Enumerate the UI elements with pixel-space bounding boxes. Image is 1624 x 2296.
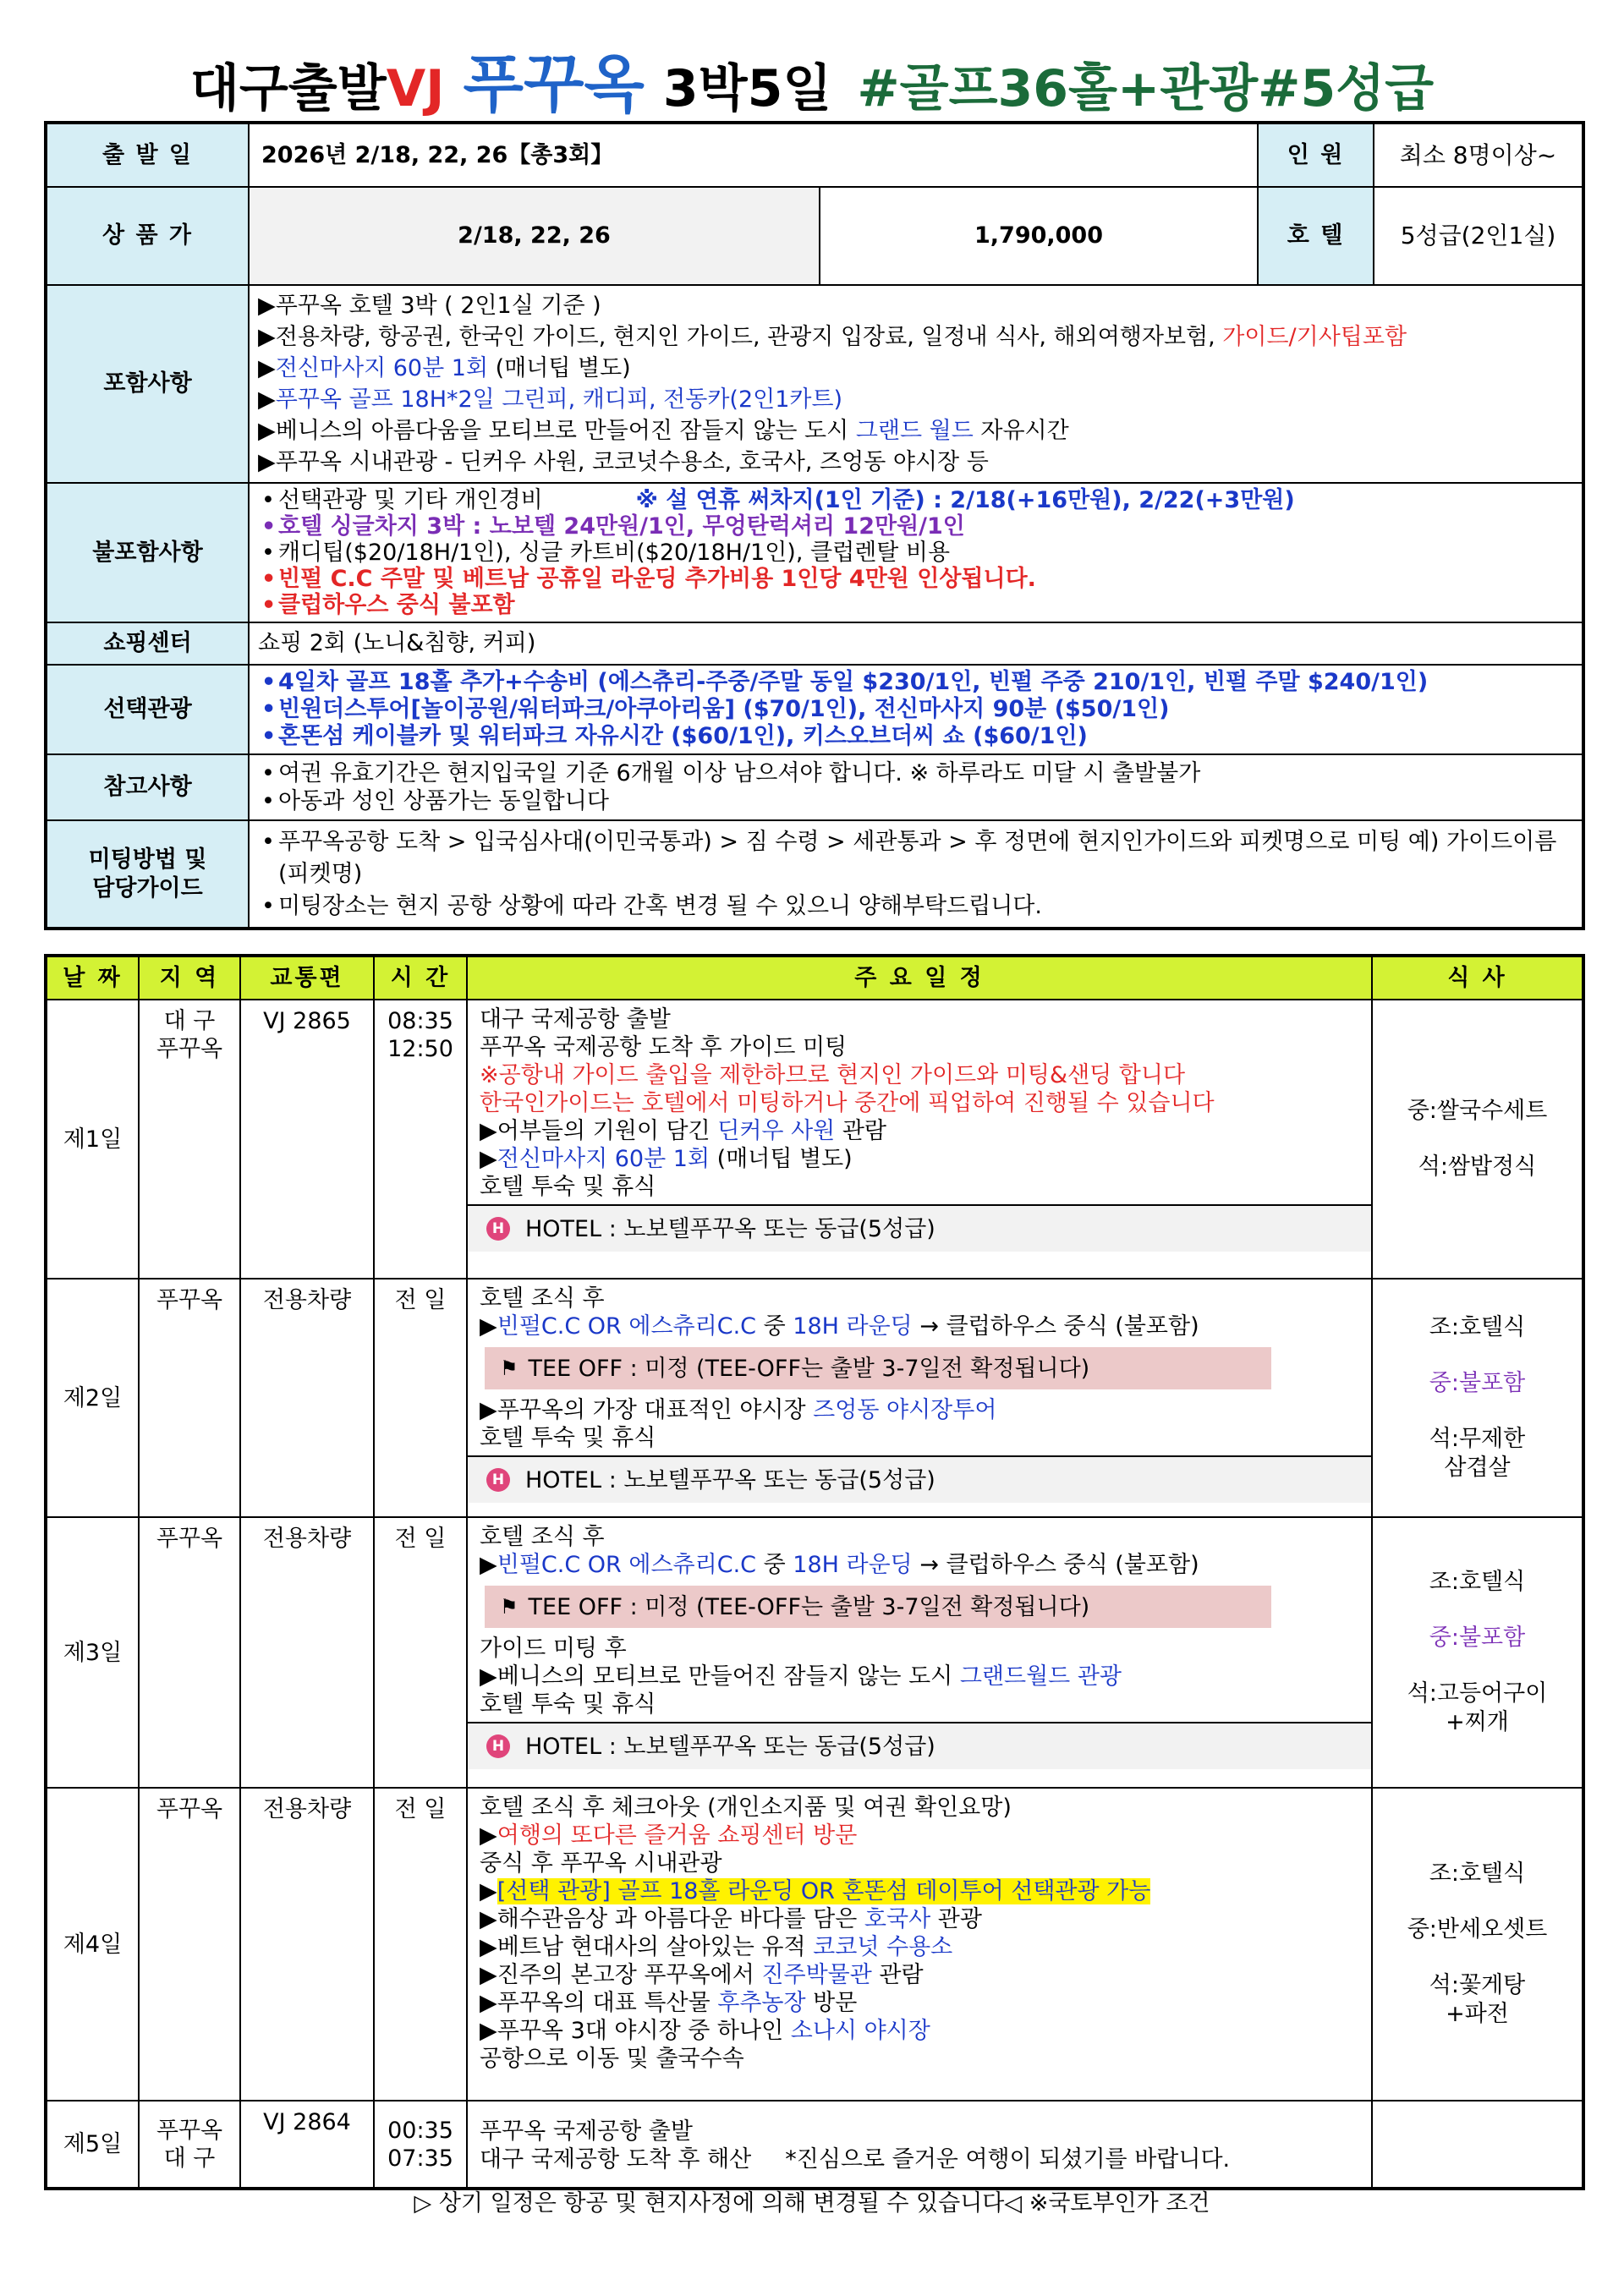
people-value: 최소 8명이상~: [1374, 123, 1583, 187]
day-label: 제2일: [46, 1279, 139, 1517]
transport: 전용차량: [240, 1279, 374, 1517]
transport: VJ 2864: [240, 2101, 374, 2189]
include-list: [249, 285, 1583, 483]
title-airline: VJ: [386, 59, 445, 118]
option-item: • 4일차 골프 18홀 추가+수송비 (에스츄리-주중/주말 동일 $230/1인, 빈펄 주중 210/1인, 빈펄 주말 $240/1인): [258, 669, 1573, 696]
itinerary: 푸꾸옥 국제공항 출발 대구 국제공항 도착 후 해산 *진심으로 즐거운 여행이 되셨기를 바랍니다.: [467, 2101, 1372, 2189]
notes-label: 참고사항: [46, 754, 249, 820]
options-label: 선택관광: [46, 665, 249, 754]
region: 푸꾸옥: [139, 1788, 240, 2101]
header-meals: 식 사: [1372, 956, 1583, 1000]
meals: [1372, 2101, 1583, 2189]
flag-icon: ⚑: [500, 1356, 518, 1380]
meeting-item: • 미팅장소는 현지 공항 상황에 따라 간혹 변경 될 수 있으니 양해부탁드립니다.: [258, 890, 1573, 923]
include-item: ▶푸꾸옥 골프 18H*2일 그린피, 캐디피, 전동카(2인1카트): [258, 386, 843, 413]
title-depart: 대구출발: [189, 59, 387, 118]
meeting-list: [249, 820, 1583, 929]
flag-icon: ⚑: [500, 1594, 518, 1619]
meeting-label: 미팅방법 및 담당가이드: [46, 820, 249, 929]
hotel-bar: H HOTEL : 노보텔푸꾸옥 또는 동급(5성급): [468, 1722, 1373, 1769]
hotel-icon: H: [486, 1734, 510, 1758]
include-item: ▶푸꾸옥 시내관광 - 딘커우 사원, 코코넛수용소, 호국사, 즈엉동 야시장 등: [258, 449, 989, 475]
schedule-table: [44, 954, 1585, 2190]
meals: 조:호텔식 중:반세오셋트 석:꽃게탕 +파전: [1372, 1788, 1583, 2101]
title-tags: #골프36홀+관광#5성급: [857, 59, 1435, 118]
people-label: 인 원: [1258, 123, 1374, 187]
options-list: [249, 665, 1583, 754]
meeting-item: • 푸꾸옥공항 도착 > 입국심사대(이민국통과) > 짐 수령 > 세관통과 > 후 정면에 현지인가이드와 피켓명으로 미팅 예) 가이드이름(피켓명): [258, 826, 1573, 890]
info-table: [44, 121, 1585, 930]
hotel-value: 5성급(2인1실): [1374, 187, 1583, 285]
hotel-icon: H: [486, 1468, 510, 1492]
time: 전 일: [374, 1788, 467, 2101]
include-item: ▶전용차량, 항공권, 한국인 가이드, 현지인 가이드, 관광지 입장료, 일정내 식사, 해외여행자보험, 가이드/기사팁포함: [258, 324, 1407, 350]
note-item: • 여권 유효기간은 현지입국일 기준 6개월 이상 남으셔야 합니다. ※ 하루라도 미달 시 출발불가: [258, 759, 1573, 787]
include-item: ▶베니스의 아름다움을 모티브로 만들어진 잠들지 않는 도시 그랜드 월드 자유시간: [258, 418, 1069, 444]
header-date: 날 짜: [46, 956, 139, 1000]
notes-list: [249, 754, 1583, 820]
itinerary: 대구 국제공항 출발 푸꾸옥 국제공항 도착 후 가이드 미팅 ※공항내 가이드 출입을 제한하므로 현지인 가이드와 미팅&샌딩 합니다 한국인가이드는 호텔에서 미팅하거나 중간에 픽업하여 진행될 수 있습니다 ▶어부들의 기원이 담긴 딘커우 사원 관람 ▶전신마사지 60분 1회 (매너팁 별도) 호텔 투숙 및 휴식 H HOTEL : 노보텔푸꾸옥 또는 동급(5성급): [467, 1000, 1372, 1279]
exclude-item: • 선택관광 및 기타 개인경비 ※ 설 연휴 써차지(1인 기준) : 2/18(+16만원), 2/22(+3만원): [258, 487, 1573, 513]
meals: 조:호텔식 중:불포함 석:고등어구이 +찌개: [1372, 1517, 1583, 1788]
exclude-label: 불포함사항: [46, 483, 249, 622]
include-item: ▶푸꾸옥 호텔 3박 ( 2인1실 기준 ): [258, 293, 601, 319]
option-item: • 빈원더스투어[놀이공원/워터파크/아쿠아리움] ($70/1인), 전신마사지 90분 ($50/1인): [258, 696, 1573, 723]
itinerary: 호텔 조식 후 ▶빈펄C.C OR 에스츄리C.C 중 18H 라운딩 → 클럽하우스 중식 (불포함) ⚑ TEE OFF : 미정 (TEE-OFF는 출발 3-7일전 확정됩니다) ▶푸꾸옥의 가장 대표적인 야시장 즈엉동 야시장투어 호텔 투숙 및 휴식 H HOTEL : 노보텔푸꾸옥 또는 동급(5성급): [467, 1279, 1372, 1517]
itinerary: 호텔 조식 후 체크아웃 (개인소지품 및 여권 확인요망) ▶여행의 또다른 즐거움 쇼핑센터 방문 중식 후 푸꾸옥 시내관광 ▶[선택 관광] 골프 18홀 라운딩 OR 혼똔섬 데이투어 선택관광 가능 ▶해수관음상 과 아름다운 바다를 담은 호국사 관광 ▶베트남 현대사의 살아있는 유적 코코넛 수용소 ▶진주의 본고장 푸꾸옥에서 진주박물관 관람 ▶푸꾸옥의 대표 특산물 후추농장 방문 ▶푸꾸옥 3대 야시장 중 하나인 소나시 야시장 공항으로 이동 및 출국수속: [467, 1788, 1372, 2101]
include-item: ▶전신마사지 60분 1회 (매너팁 별도): [258, 355, 631, 381]
time: 전 일: [374, 1279, 467, 1517]
page-title: [0, 48, 1624, 123]
hotel-bar: H HOTEL : 노보텔푸꾸옥 또는 동급(5성급): [468, 1455, 1373, 1503]
price-value: 1,790,000: [820, 187, 1258, 285]
hotel-icon: H: [486, 1217, 510, 1241]
transport: 전용차량: [240, 1517, 374, 1788]
region: 대 구 푸꾸옥: [139, 1000, 240, 1279]
exclude-item: • 클럽하우스 중식 불포함: [258, 592, 1573, 618]
shopping-value: 쇼핑 2회 (노니&침향, 커피): [249, 622, 1583, 665]
day-label: 제5일: [46, 2101, 139, 2189]
option-item: • 혼똔섬 케이블카 및 워터파크 자유시간 ($60/1인), 키스오브더씨 쇼 ($60/1인): [258, 723, 1573, 750]
exclude-item: • 빈펄 C.C 주말 및 베트남 공휴일 라운딩 추가비용 1인당 4만원 인상됩니다.: [258, 566, 1573, 592]
header-itinerary: 주 요 일 정: [467, 956, 1372, 1000]
hotel-label: 호 텔: [1258, 187, 1374, 285]
meals: 중:쌀국수세트 석:쌈밥정식: [1372, 1000, 1583, 1279]
footer-note: ▷ 상기 일정은 항공 및 현지사정에 의해 변경될 수 있습니다◁ ※국토부인가 조건: [414, 2190, 1210, 2217]
note-item: • 아동과 성인 상품가는 동일합니다: [258, 787, 1573, 815]
price-dates: 2/18, 22, 26: [249, 187, 820, 285]
title-destination: 푸꾸옥: [463, 48, 645, 121]
region: 푸꾸옥: [139, 1279, 240, 1517]
header-transport: 교통편: [240, 956, 374, 1000]
region: 푸꾸옥 대 구: [139, 2101, 240, 2189]
exclude-list: [249, 483, 1583, 622]
day-label: 제3일: [46, 1517, 139, 1788]
region: 푸꾸옥: [139, 1517, 240, 1788]
itinerary: 호텔 조식 후 ▶빈펄C.C OR 에스츄리C.C 중 18H 라운딩 → 클럽하우스 중식 (불포함) ⚑ TEE OFF : 미정 (TEE-OFF는 출발 3-7일전 확정됩니다) 가이드 미팅 후 ▶베니스의 모티브로 만들어진 잠들지 않는 도시 그랜드월드 관광 호텔 투숙 및 휴식 H HOTEL : 노보텔푸꾸옥 또는 동급(5성급): [467, 1517, 1372, 1788]
hotel-bar: H HOTEL : 노보텔푸꾸옥 또는 동급(5성급): [468, 1204, 1373, 1252]
exclude-item: • 캐디팁($20/18H/1인), 싱글 카트비($20/18H/1인), 클럽렌탈 비용: [258, 540, 1573, 566]
shopping-label: 쇼핑센터: [46, 622, 249, 665]
tee-off-note: ⚑ TEE OFF : 미정 (TEE-OFF는 출발 3-7일전 확정됩니다): [485, 1586, 1271, 1628]
time: 08:35 12:50: [374, 1000, 467, 1279]
tee-off-note: ⚑ TEE OFF : 미정 (TEE-OFF는 출발 3-7일전 확정됩니다): [485, 1347, 1271, 1389]
price-label: 상 품 가: [46, 187, 249, 285]
time: 00:35 07:35: [374, 2101, 467, 2189]
day-label: 제4일: [46, 1788, 139, 2101]
transport: 전용차량: [240, 1788, 374, 2101]
depart-value: 2026년 2/18, 22, 26【총3회】: [249, 123, 1258, 187]
header-time: 시 간: [374, 956, 467, 1000]
include-label: 포함사항: [46, 285, 249, 483]
title-duration: 3박5일: [662, 59, 832, 118]
meals: 조:호텔식 중:불포함 석:무제한 삼겹살: [1372, 1279, 1583, 1517]
exclude-item: • 호텔 싱글차지 3박 : 노보텔 24만원/1인, 무엉탄럭셔리 12만원/1인: [258, 513, 1573, 540]
transport: VJ 2865: [240, 1000, 374, 1279]
depart-label: 출 발 일: [46, 123, 249, 187]
time: 전 일: [374, 1517, 467, 1788]
day-label: 제1일: [46, 1000, 139, 1279]
header-region: 지 역: [139, 956, 240, 1000]
